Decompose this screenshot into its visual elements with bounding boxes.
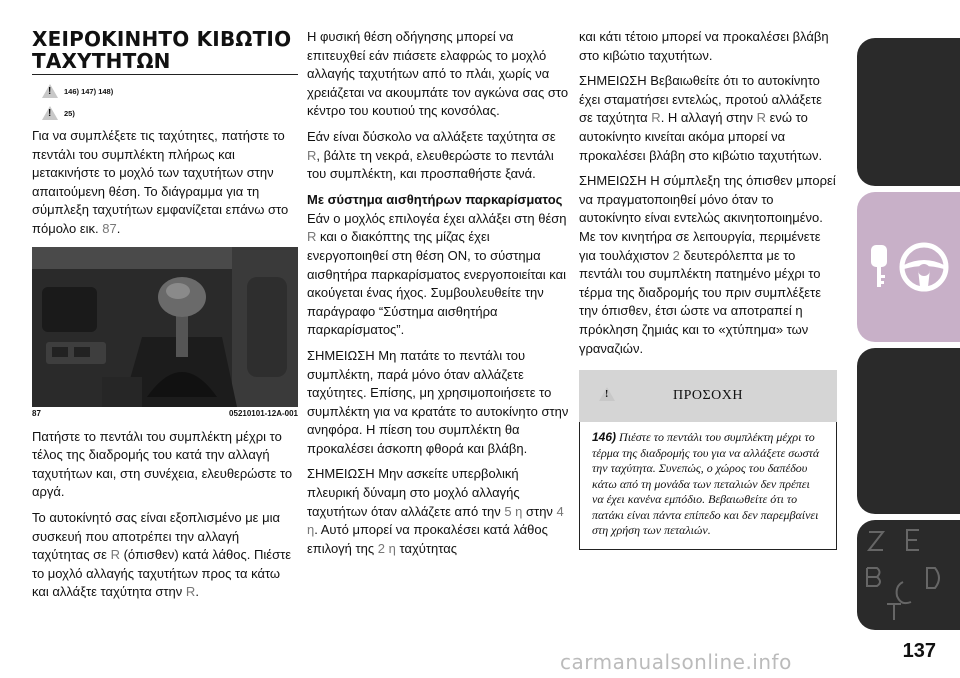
paragraph-text: και ο διακόπτης της μίζας έχει ενεργοποιηθεί στη θέση ON, το σύστημα αισθητήρα παρκαρίσματος ενεργοποιείται και ακούγεται ένας ήχος. Συμβουλευθείτε την παράγραφο “Σύστημα αισθητήρα παρκαρίσματος”.	[307, 229, 567, 338]
warning-triangle-icon	[42, 106, 58, 120]
figure-number: 87	[32, 408, 41, 418]
watermark: carmanualsonline.info	[560, 650, 792, 674]
gear-symbol: R	[756, 110, 766, 126]
chapter-tab-active[interactable]	[857, 192, 960, 342]
paragraph-text: (όπισθεν) κατά λάθος. Πιέστε το μοχλό αλλαγής ταχυτήτων προς τα κάτω και αλλάξτε ταχύτητα στην	[32, 547, 292, 600]
paragraph-text: Εάν ο μοχλός επιλογέα έχει αλλάξει στη θέση	[307, 210, 567, 226]
paragraph-text: Για να συμπλέξετε τις ταχύτητες, πατήστε το πεντάλι του συμπλέκτη πλήρως και μετακινήστε το μοχλό των ταχυτήτων στην απαιτούμενη θέση. Το διάγραμμα για τη σύμπλεξη ταχυτήτων εμφανίζεται επάνω στο πόμολο εικ.	[32, 128, 289, 236]
paragraph	[307, 465, 569, 558]
caution-title: ΠΡΟΣΟΧΗ	[673, 388, 743, 404]
paragraph-text: ΣΗΜΕΙΩΣΗ Μην ασκείτε υπερβολική πλευρική δύναμη στο μοχλό αλλαγής ταχυτήτων όταν αλλάζετε από την	[307, 466, 520, 519]
subheading: Με σύστημα αισθητήρων παρκαρίσματος	[307, 191, 563, 207]
figure-code: 05210101-12A-001	[229, 408, 298, 418]
caution-number: 146)	[592, 430, 617, 445]
section-title-line1: ΧΕΙΡΟΚΙΝΗΤΟ ΚΙΒΩΤΙΟ	[32, 27, 292, 51]
chapter-tab[interactable]	[857, 348, 960, 514]
column-middle	[307, 28, 569, 565]
warning-refs-2-text: 25)	[64, 108, 75, 118]
column-right	[579, 28, 837, 550]
paragraph-text: ΣΗΜΕΙΩΣΗ Η σύμπλεξη της όπισθεν μπορεί να πραγματοποιηθεί μόνο όταν το αυτοκίνητο είναι εντελώς ακινητοποιημένο. Με τον κινητήρα σε λειτουργία, περιμένετε για τουλάχιστον	[579, 173, 836, 263]
gear-number: 4 η	[307, 503, 564, 538]
paragraph: Η φυσική θέση οδήγησης μπορεί να επιτευχθεί εάν πιάσετε ελαφρώς το μοχλό αλλαγής ταχυτήτων από το πλάι, χωρίς να χρειάζεται να ακουμπάτε τον αγκώνα σας στο κέντρο του κουτιού της κονσόλας.	[307, 29, 569, 119]
paragraph: Το αυτοκίνητό σας είναι εξοπλισμένο με μια συσκευή που αποτρέπει την αλλαγή ταχύτητας σε R (όπισθεν) κατά λάθος. Πιέστε το μοχλό αλλαγής ταχυτήτων προς τα κάτω και αλλάξτε ταχύτητα στην R.	[32, 509, 292, 600]
seconds-number: 2	[672, 247, 680, 263]
paragraph: Πατήστε το πεντάλι του συμπλέκτη μέχρι το τέλος της διαδρομής του κατά την αλλαγή ταχυτήτων και, στη συνέχεια, ελευθερώστε το αργά.	[32, 428, 293, 500]
paragraph-text: Εάν είναι δύσκολο να αλλάξετε ταχύτητα σε	[307, 128, 556, 144]
gear-symbol: R	[307, 229, 317, 245]
gear-number: 5 η	[504, 503, 523, 519]
warning-triangle-icon	[599, 387, 615, 401]
section-title	[32, 28, 298, 72]
caution-text: Πιέστε το πεντάλι του συμπλέκτη μέχρι το τέρμα της διαδρομής του για να αλλάξετε σωστά την ταχύτητα. Συνεπώς, ο χώρος του δαπέδου κάτω από τη μονάδα των πεταλιών δεν πρέπει να έχει κανένα εμπόδιο. Βεβαιωθείτε ότι το πατάκι είναι πάντα επίπεδο και δεν παρεμβαίνει στη χρήση των πεταλιών.	[592, 430, 820, 538]
paragraph-text: , βάλτε τη νεκρά, ελευθερώστε το πεντάλι του συμπλέκτη, και προσπαθήστε ξανά.	[307, 147, 554, 182]
paragraph	[307, 128, 569, 184]
paragraph: ΣΗΜΕΙΩΣΗ Μη πατάτε το πεντάλι του συμπλέκτη, παρά μόνο όταν αλλάζετε ταχύτητες. Επίσης, μη χρησιμοποιήσετε το συμπλέκτη για να κρατάτε το αυτοκίνητο στην ανηφόρα. Η πίεση του συμπλέκτη θα προκαλέσει άσκοπη φθορά και βλάβη.	[307, 347, 569, 456]
paragraph-text: στην	[526, 503, 553, 519]
paragraph	[579, 172, 837, 358]
warning-refs-2	[42, 105, 298, 121]
warning-triangle-icon	[42, 84, 58, 98]
caution-box	[579, 370, 837, 550]
title-divider	[32, 74, 298, 75]
gear-symbol: R	[185, 584, 196, 600]
gear-symbol: R	[110, 547, 120, 563]
paragraph-text: δευτερόλεπτα με το πεντάλι του συμπλέκτη πατημένο μέχρι το τέρμα της διαδρομής του πριν συμπλέξετε την όπισθεν, έτσι ώστε να αποτραπεί η πρόκληση ζημιάς και το «χτύπημα» των γραναζιών.	[579, 247, 821, 356]
warning-refs-1	[42, 83, 298, 99]
key-icon	[868, 243, 890, 291]
chapter-tab[interactable]	[857, 38, 960, 186]
gear-number: 2 η	[377, 540, 396, 556]
column-left	[32, 28, 298, 609]
paragraph-text: . Αυτό μπορεί να προκαλέσει κατά λάθος επιλογή της	[307, 522, 548, 556]
gear-shift-photo	[32, 247, 298, 407]
paragraph	[307, 210, 569, 340]
paragraph: Για να συμπλέξετε τις ταχύτητες, πατήστε το πεντάλι του συμπλέκτη πλήρως και μετακινήστε το μοχλό των ταχυτήτων στην απαιτούμενη θέση. Το διάγραμμα για τη σύμπλεξη ταχυτήτων εμφανίζεται επάνω στο πόμολο εικ. 87.	[32, 128, 289, 236]
paragraph-text: ΣΗΜΕΙΩΣΗ Βεβαιωθείτε ότι το αυτοκίνητο έχει σταματήσει εντελώς, προτού αλλάξετε σε ταχύτητα	[579, 73, 822, 126]
gear-symbol: R	[307, 147, 317, 163]
paragraph: και κάτι τέτοιο μπορεί να προκαλέσει βλάβη στο κιβώτιο ταχυτήτων.	[579, 29, 829, 63]
section-title-line2: ΤΑΧΥΤΗΤΩΝ	[32, 49, 171, 73]
gear-symbol: R	[651, 110, 661, 126]
paragraph-text: Το αυτοκίνητό σας είναι εξοπλισμένο με μια συσκευή που αποτρέπει την αλλαγή ταχύτητας σε	[32, 509, 280, 563]
caution-body	[579, 422, 837, 550]
paragraph-text: ταχύτητας	[399, 540, 457, 556]
paragraph-text: . Η αλλαγή στην	[660, 110, 753, 126]
paragraph-text: ενώ το αυτοκίνητο κινείται ακόμα μπορεί να προκαλέσει βλάβη στο κιβώτιο ταχυτήτων.	[579, 110, 823, 163]
warning-refs-1-text: 146) 147) 148)	[64, 86, 114, 96]
figure-reference: 87	[102, 220, 117, 236]
chapter-tab[interactable]	[857, 520, 960, 630]
gear-shift-illustration	[32, 247, 298, 407]
paragraph	[579, 72, 837, 165]
gear-letters-icon	[857, 520, 960, 630]
figure-caption	[32, 409, 298, 418]
page-number: 137	[902, 640, 936, 662]
caution-header	[579, 370, 837, 422]
steering-wheel-icon	[898, 241, 950, 293]
